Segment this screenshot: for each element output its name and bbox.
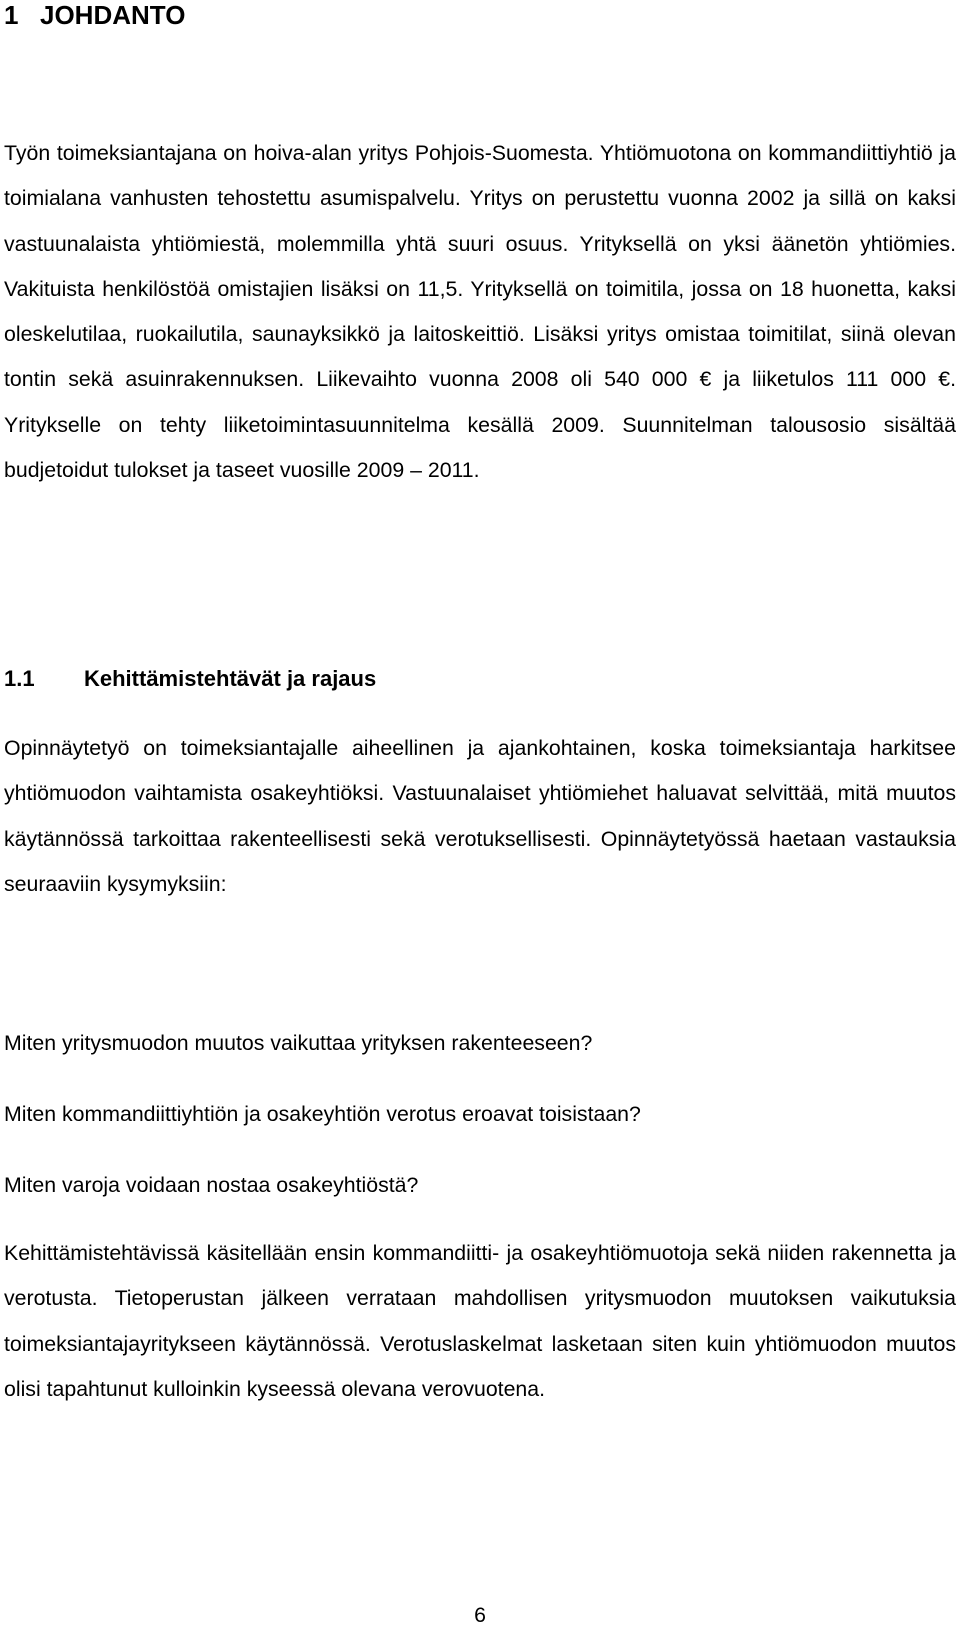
section-title: Kehittämistehtävät ja rajaus (84, 666, 377, 691)
tasks-paragraph: Kehittämistehtävissä käsitellään ensin kommandiitti- ja osakeyhtiömuotoja sekä niiden rakennetta ja verotusta. Tietoperustan jälkeen verrataan mahdollisen yritysmuodon muutoksen vaikutuksia toimeksiantajayritykseen käytännössä. Verotuslaskelmat lasketaan siten kuin yhtiömuodon muutos olisi tapahtunut kulloinkin kyseessä olevana verovuotena. (4, 1241, 956, 1401)
intro-paragraph: Työn toimeksiantajana on hoiva-alan yritys Pohjois-Suomesta. Yhtiömuotona on kommandiittiyhtiö ja toimialana vanhusten tehostettu asumispalvelu. Yritys on perustettu vuonna 2002 ja sillä on kaksi vastuunalaista yhtiömiestä, molemmilla yhtä suuri osuus. Yrityksellä on yksi äänetön yhtiömies. Vakituista henkilöstöä omistajien lisäksi on 11,5. Yrityksellä on toimitila, jossa on 18 huonetta, kaksi oleskelutilaa, ruokailutila, saunayksikkö ja laitoskeittiö. Lisäksi yritys omistaa toimitilat, siinä olevan tontin sekä asuinrakennuksen. Liikevaihto vuonna 2008 oli 540 000 € ja liiketulos 111 000 €. Yritykselle on tehty liiketoimintasuunnitelma kesällä 2009. Suunnitelman talousosio sisältää budjetoidut tulokset ja taseet vuosille 2009 – 2011. (4, 141, 956, 483)
research-question: Miten varoja voidaan nostaa osakeyhtiöstä? (4, 1173, 419, 1197)
chapter-heading (4, 0, 185, 30)
chapter-number: 1 (4, 0, 19, 30)
research-question: Miten kommandiittiyhtiön ja osakeyhtiön verotus eroavat toisistaan? (4, 1102, 641, 1126)
chapter-title: JOHDANTO (40, 0, 186, 30)
section-number: 1.1 (4, 666, 35, 691)
page-number: 6 (474, 1603, 486, 1627)
research-question: Miten yritysmuodon muutos vaikuttaa yrityksen rakenteeseen? (4, 1031, 593, 1055)
scope-paragraph: Opinnäytetyö on toimeksiantajalle aiheellinen ja ajankohtainen, koska toimeksiantaja harkitsee yhtiömuodon vaihtamista osakeyhtiöksi. Vastuunalaiset yhtiömiehet haluavat selvittää, mitä muutos käytännössä tarkoittaa rakenteellisesti sekä verotuksellisesti. Opinnäytetyössä haetaan vastauksia seuraaviin kysymyksiin: (4, 736, 956, 896)
section-heading (4, 664, 376, 694)
